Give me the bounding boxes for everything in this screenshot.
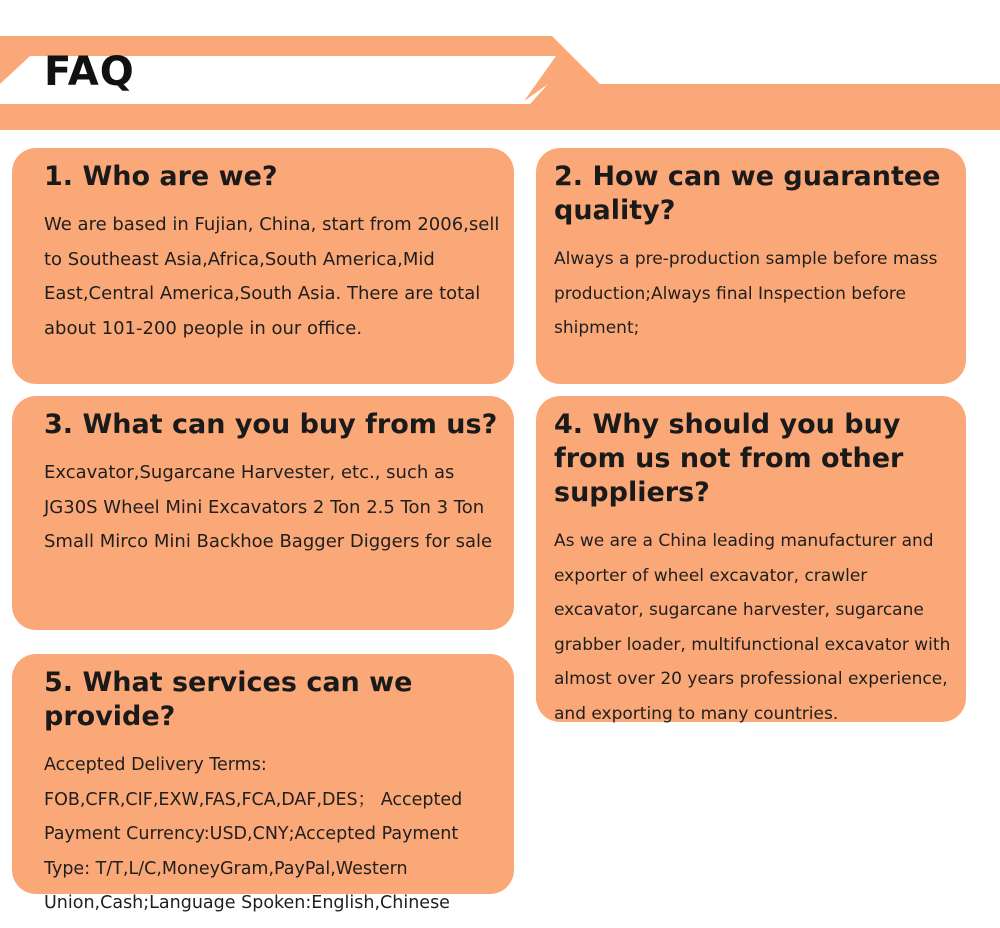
- faq-answer: We are based in Fujian, China, start from 2006,sell to Southeast Asia,Africa,South America,Mid East,Central America,South Asia. There are total about 101-200 people in our office.: [44, 214, 500, 339]
- faq-question: 1. Who are we?: [44, 161, 278, 192]
- faq-question: 4. Why should you buy from us not from other suppliers?: [554, 409, 904, 508]
- faq-answer: As we are a China leading manufacturer and exporter of wheel excavator, crawler excavator, sugarcane harvester, sugarcane grabber loader, multifunctional excavator with almost over 20 years professional experience, and exporting to many countries.: [554, 531, 951, 724]
- faq-answer: Excavator,Sugarcane Harvester, etc., such as JG30S Wheel Mini Excavators 2 Ton 2.5 Ton 3 Ton Small Mirco Mini Backhoe Bagger Diggers for sale: [44, 462, 493, 552]
- faq-card-products: [12, 396, 514, 630]
- faq-question: 5. What services can we provide?: [44, 667, 413, 732]
- faq-card-services: [12, 654, 514, 913]
- faq-card-who-are-we: [12, 148, 514, 384]
- faq-question: 3. What can you buy from us?: [44, 409, 498, 440]
- faq-card-quality: [536, 148, 966, 384]
- faq-banner: [0, 0, 1000, 140]
- faq-question: 2. How can we guarantee quality?: [554, 161, 941, 226]
- faq-answer: Accepted Delivery Terms: FOB,CFR,CIF,EXW,FAS,FCA,DAF,DES； Accepted Payment Currency:USD,CNY;Accepted Payment Type: T/T,L/C,MoneyGram,PayPal,Western Union,Cash;Language Spoken:English,Chinese: [44, 755, 463, 913]
- faq-answer: Always a pre-production sample before mass production;Always final Inspection before shipment;: [554, 249, 938, 338]
- banner-shape: [0, 0, 1000, 140]
- faq-card-why-us: [536, 396, 966, 722]
- page-title: FAQ: [44, 49, 135, 95]
